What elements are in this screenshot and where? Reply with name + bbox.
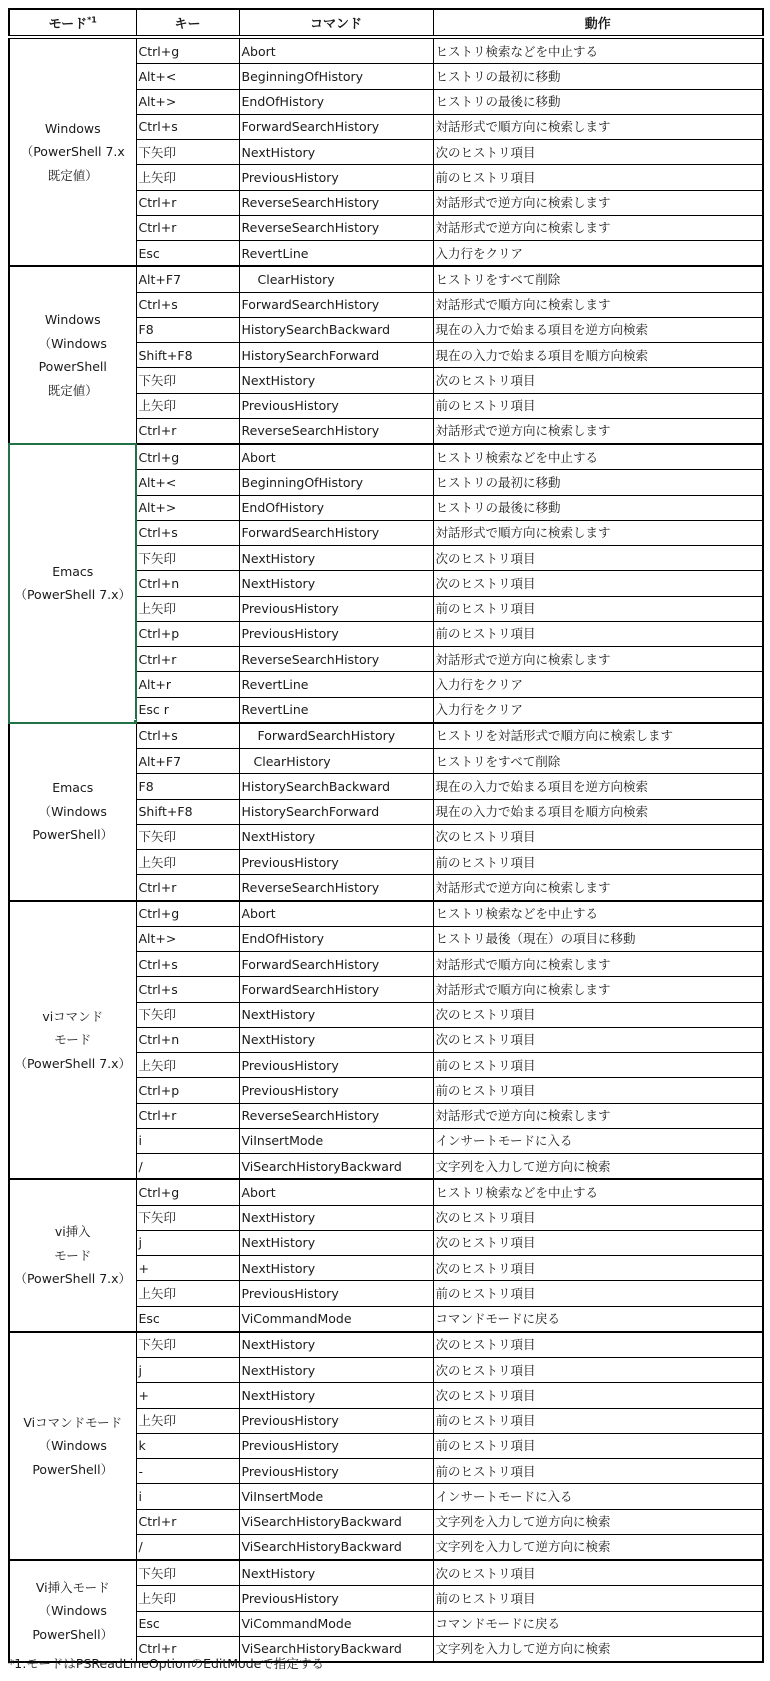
mode-cell[interactable] — [9, 901, 136, 1180]
key-cell[interactable]: Ctrl+s — [136, 520, 239, 545]
mode-cell[interactable] — [9, 266, 136, 444]
command-cell[interactable]: NextHistory — [239, 1256, 433, 1281]
action-cell[interactable]: 前のヒストリ項目 — [433, 1078, 763, 1103]
mode-cell-line: 既定値） — [47, 167, 98, 183]
key-cell[interactable]: 下矢印 — [136, 1560, 239, 1586]
action-cell[interactable]: ヒストリ検索などを中止する — [433, 444, 763, 470]
key-cell[interactable]: j — [136, 1358, 239, 1383]
action-cell[interactable]: 前のヒストリ項目 — [433, 1433, 763, 1458]
action-cell[interactable]: 対話形式で逆方向に検索します — [433, 875, 763, 901]
command-cell[interactable]: PreviousHistory — [239, 1281, 433, 1306]
command-cell[interactable]: NextHistory — [239, 368, 433, 393]
action-cell[interactable]: 現在の入力で始まる項目を順方向検索 — [433, 799, 763, 824]
action-cell[interactable]: ヒストリ検索などを中止する — [433, 1179, 763, 1205]
mode-cell-line: （Windows — [38, 803, 107, 819]
action-cell[interactable]: 次のヒストリ項目 — [433, 1560, 763, 1586]
action-cell[interactable]: 次のヒストリ項目 — [433, 1002, 763, 1027]
command-cell[interactable]: Abort — [239, 37, 433, 64]
action-cell[interactable]: 入力行をクリア — [433, 672, 763, 697]
table-row — [9, 1332, 763, 1358]
mode-cell-line: モード — [54, 1247, 92, 1263]
key-cell[interactable]: k — [136, 1433, 239, 1458]
command-cell[interactable]: NextHistory — [239, 1027, 433, 1052]
key-cell[interactable]: Ctrl+s — [136, 114, 239, 139]
action-cell[interactable]: 入力行をクリア — [433, 241, 763, 267]
key-cell[interactable]: 上矢印 — [136, 393, 239, 418]
action-cell[interactable]: 前のヒストリ項目 — [433, 393, 763, 418]
key-cell[interactable]: Ctrl+r — [136, 215, 239, 240]
key-cell[interactable]: Alt+F7 — [136, 749, 239, 774]
action-cell[interactable]: 対話形式で逆方向に検索します — [433, 1103, 763, 1128]
key-cell[interactable]: 下矢印 — [136, 546, 239, 571]
table-row — [9, 37, 763, 64]
key-cell[interactable]: Ctrl+r — [136, 1103, 239, 1128]
key-cell[interactable]: Ctrl+s — [136, 292, 239, 317]
key-cell[interactable]: Ctrl+r — [136, 190, 239, 215]
header-mode-footnote-marker: *1 — [87, 15, 97, 25]
action-cell[interactable]: 次のヒストリ項目 — [433, 1383, 763, 1408]
action-cell[interactable]: 現在の入力で始まる項目を逆方向検索 — [433, 774, 763, 799]
command-cell[interactable]: RevertLine — [239, 697, 433, 723]
spreadsheet-table-container — [8, 8, 762, 1663]
action-cell[interactable]: 対話形式で逆方向に検索します — [433, 190, 763, 215]
action-cell[interactable]: 文字列を入力して逆方向に検索 — [433, 1154, 763, 1180]
command-cell[interactable]: Abort — [239, 444, 433, 470]
action-cell[interactable]: 前のヒストリ項目 — [433, 1586, 763, 1611]
action-cell[interactable]: 文字列を入力して逆方向に検索 — [433, 1509, 763, 1534]
key-cell[interactable]: Ctrl+r — [136, 875, 239, 901]
command-cell[interactable]: PreviousHistory — [239, 1078, 433, 1103]
key-cell[interactable]: 上矢印 — [136, 850, 239, 875]
action-cell[interactable]: ヒストリを対話形式で順方向に検索します — [433, 723, 763, 749]
action-cell[interactable]: 次のヒストリ項目 — [433, 1230, 763, 1255]
key-cell[interactable]: 下矢印 — [136, 368, 239, 393]
command-cell[interactable]: ForwardSearchHistory — [239, 977, 433, 1002]
header-mode[interactable] — [9, 9, 136, 37]
action-cell[interactable]: 前のヒストリ項目 — [433, 1459, 763, 1484]
table-row — [9, 1560, 763, 1586]
key-cell[interactable]: Shift+F8 — [136, 343, 239, 368]
mode-cell[interactable] — [9, 444, 136, 723]
key-cell[interactable]: i — [136, 1484, 239, 1509]
key-cell[interactable]: 下矢印 — [136, 1205, 239, 1230]
key-cell[interactable]: Esc — [136, 1611, 239, 1636]
command-cell[interactable]: NextHistory — [239, 571, 433, 596]
command-cell[interactable]: PreviousHistory — [239, 165, 433, 190]
key-cell[interactable]: F8 — [136, 317, 239, 342]
action-cell[interactable]: ヒストリ検索などを中止する — [433, 901, 763, 927]
action-cell[interactable]: 対話形式で逆方向に検索します — [433, 418, 763, 444]
command-cell[interactable]: BeginningOfHistory — [239, 64, 433, 89]
mode-cell[interactable] — [9, 723, 136, 901]
action-cell[interactable]: 前のヒストリ項目 — [433, 165, 763, 190]
table-row — [9, 1179, 763, 1205]
action-cell[interactable]: 次のヒストリ項目 — [433, 1256, 763, 1281]
action-cell[interactable]: コマンドモードに戻る — [433, 1306, 763, 1332]
command-cell[interactable]: ForwardSearchHistory — [239, 723, 433, 749]
command-cell[interactable]: ViSearchHistoryBackward — [239, 1509, 433, 1534]
mode-cell-line: Windows — [44, 312, 101, 328]
mode-cell[interactable] — [9, 1560, 136, 1662]
command-cell[interactable]: PreviousHistory — [239, 850, 433, 875]
key-cell[interactable]: Ctrl+r — [136, 647, 239, 672]
mode-cell[interactable] — [9, 1332, 136, 1560]
command-cell[interactable]: ForwardSearchHistory — [239, 292, 433, 317]
action-cell[interactable]: 次のヒストリ項目 — [433, 140, 763, 165]
mode-cell-line: モード — [54, 1032, 92, 1048]
table-row — [9, 901, 763, 927]
action-cell[interactable]: 次のヒストリ項目 — [433, 571, 763, 596]
key-cell[interactable]: Ctrl+g — [136, 901, 239, 927]
key-cell[interactable]: + — [136, 1383, 239, 1408]
action-cell[interactable]: 次のヒストリ項目 — [433, 368, 763, 393]
key-cell[interactable]: Ctrl+g — [136, 1179, 239, 1205]
key-cell[interactable]: Ctrl+s — [136, 977, 239, 1002]
mode-cell-line: （PowerShell 7.x） — [14, 1055, 132, 1071]
command-cell[interactable]: ForwardSearchHistory — [239, 520, 433, 545]
action-cell[interactable]: 次のヒストリ項目 — [433, 1332, 763, 1358]
command-cell[interactable]: ViCommandMode — [239, 1306, 433, 1332]
history-keybinding-table — [8, 8, 764, 1663]
action-cell[interactable]: 前のヒストリ項目 — [433, 1281, 763, 1306]
mode-cell-line: （PowerShell 7.x） — [14, 1271, 132, 1287]
command-cell[interactable]: ForwardSearchHistory — [239, 114, 433, 139]
command-cell[interactable]: ReverseSearchHistory — [239, 1103, 433, 1128]
action-cell[interactable]: ヒストリをすべて削除 — [433, 749, 763, 774]
action-cell[interactable]: 対話形式で順方向に検索します — [433, 520, 763, 545]
action-cell[interactable]: 対話形式で逆方向に検索します — [433, 215, 763, 240]
action-cell[interactable]: 前のヒストリ項目 — [433, 850, 763, 875]
action-cell[interactable]: 対話形式で順方向に検索します — [433, 292, 763, 317]
command-cell[interactable]: NextHistory — [239, 1332, 433, 1358]
command-cell[interactable]: ViSearchHistoryBackward — [239, 1534, 433, 1560]
command-cell[interactable]: Abort — [239, 901, 433, 927]
key-cell[interactable]: Alt+> — [136, 495, 239, 520]
command-cell[interactable]: RevertLine — [239, 241, 433, 267]
action-cell[interactable]: 文字列を入力して逆方向に検索 — [433, 1534, 763, 1560]
command-cell[interactable]: RevertLine — [239, 672, 433, 697]
mode-cell-line: PowerShell — [38, 359, 107, 375]
key-cell[interactable]: 下矢印 — [136, 1002, 239, 1027]
command-cell[interactable]: EndOfHistory — [239, 926, 433, 951]
command-cell[interactable]: NextHistory — [239, 1560, 433, 1586]
command-cell[interactable]: NextHistory — [239, 1205, 433, 1230]
header-row — [9, 9, 763, 37]
command-cell[interactable]: PreviousHistory — [239, 1459, 433, 1484]
mode-cell-line: viコマンド — [42, 1008, 104, 1024]
header-command[interactable]: コマンド — [239, 9, 433, 37]
mode-cell-line: Emacs — [52, 780, 94, 796]
key-cell[interactable]: Ctrl+r — [136, 418, 239, 444]
mode-cell-line: （Windows — [38, 335, 107, 351]
mode-cell-line: （Windows — [38, 1603, 107, 1619]
key-cell[interactable]: 上矢印 — [136, 1408, 239, 1433]
mode-cell-line: Emacs — [52, 563, 94, 579]
mode-cell-line: （PowerShell 7.x） — [14, 587, 132, 603]
command-cell[interactable]: ClearHistory — [239, 749, 433, 774]
key-cell[interactable]: 上矢印 — [136, 1053, 239, 1078]
table-row — [9, 444, 763, 470]
action-cell[interactable]: 文字列を入力して逆方向に検索 — [433, 1636, 763, 1662]
action-cell[interactable]: 次のヒストリ項目 — [433, 1205, 763, 1230]
mode-cell-line: PowerShell） — [32, 1626, 114, 1642]
command-cell[interactable]: HistorySearchForward — [239, 799, 433, 824]
command-cell[interactable]: NextHistory — [239, 1002, 433, 1027]
action-cell[interactable]: コマンドモードに戻る — [433, 1611, 763, 1636]
command-cell[interactable]: PreviousHistory — [239, 1433, 433, 1458]
key-cell[interactable]: Esc — [136, 1306, 239, 1332]
command-cell[interactable]: ViSearchHistoryBackward — [239, 1636, 433, 1662]
command-cell[interactable]: ClearHistory — [239, 266, 433, 292]
command-cell[interactable]: ReverseSearchHistory — [239, 418, 433, 444]
command-cell[interactable]: PreviousHistory — [239, 621, 433, 646]
key-cell[interactable]: Alt+> — [136, 926, 239, 951]
key-cell[interactable]: Alt+r — [136, 672, 239, 697]
key-cell[interactable]: / — [136, 1154, 239, 1180]
key-cell[interactable]: i — [136, 1128, 239, 1153]
key-cell[interactable]: 上矢印 — [136, 1586, 239, 1611]
mode-cell-line: 既定値） — [47, 382, 98, 398]
action-cell[interactable]: インサートモードに入る — [433, 1128, 763, 1153]
command-cell[interactable]: ViInsertMode — [239, 1128, 433, 1153]
key-cell[interactable]: 上矢印 — [136, 1281, 239, 1306]
command-cell[interactable]: ForwardSearchHistory — [239, 952, 433, 977]
command-cell[interactable]: ViSearchHistoryBackward — [239, 1154, 433, 1180]
action-cell[interactable]: インサートモードに入る — [433, 1484, 763, 1509]
action-cell[interactable]: 前のヒストリ項目 — [433, 1053, 763, 1078]
header-action[interactable]: 動作 — [433, 9, 763, 37]
command-cell[interactable]: PreviousHistory — [239, 596, 433, 621]
key-cell[interactable]: Ctrl+p — [136, 621, 239, 646]
mode-cell-line: Viコマンドモード — [23, 1414, 123, 1430]
action-cell[interactable]: 次のヒストリ項目 — [433, 1358, 763, 1383]
command-cell[interactable]: NextHistory — [239, 546, 433, 571]
table-body — [9, 37, 763, 1662]
action-cell[interactable]: 次のヒストリ項目 — [433, 824, 763, 849]
header-key[interactable]: キー — [136, 9, 239, 37]
command-cell[interactable]: HistorySearchBackward — [239, 317, 433, 342]
mode-cell-line: （PowerShell 7.x — [20, 144, 125, 160]
key-cell[interactable]: Ctrl+n — [136, 1027, 239, 1052]
key-cell[interactable]: Alt+< — [136, 470, 239, 495]
mode-cell-line: PowerShell） — [32, 827, 114, 843]
command-cell[interactable]: Abort — [239, 1179, 433, 1205]
header-mode-label: モード — [48, 17, 88, 32]
key-cell[interactable]: j — [136, 1230, 239, 1255]
key-cell[interactable]: Shift+F8 — [136, 799, 239, 824]
command-cell[interactable]: NextHistory — [239, 824, 433, 849]
mode-cell[interactable] — [9, 37, 136, 266]
action-cell[interactable]: ヒストリの最後に移動 — [433, 89, 763, 114]
mode-cell-line: Vi挿入モード — [35, 1579, 110, 1595]
action-cell[interactable]: 対話形式で逆方向に検索します — [433, 647, 763, 672]
key-cell[interactable]: 上矢印 — [136, 165, 239, 190]
action-cell[interactable]: 対話形式で順方向に検索します — [433, 977, 763, 1002]
command-cell[interactable]: PreviousHistory — [239, 1053, 433, 1078]
footnote: *1:モードはPSReadLineOptionのEditModeで指定する — [8, 1656, 324, 1671]
action-cell[interactable]: ヒストリの最初に移動 — [433, 64, 763, 89]
table-row — [9, 723, 763, 749]
command-cell[interactable]: ReverseSearchHistory — [239, 875, 433, 901]
action-cell[interactable]: 入力行をクリア — [433, 697, 763, 723]
key-cell[interactable]: F8 — [136, 774, 239, 799]
action-cell[interactable]: 対話形式で順方向に検索します — [433, 114, 763, 139]
command-cell[interactable]: PreviousHistory — [239, 1586, 433, 1611]
key-cell[interactable]: Ctrl+g — [136, 37, 239, 64]
key-cell[interactable]: Esc r — [136, 697, 239, 723]
command-cell[interactable]: EndOfHistory — [239, 89, 433, 114]
action-cell[interactable]: 前のヒストリ項目 — [433, 1408, 763, 1433]
table-row — [9, 266, 763, 292]
key-cell[interactable]: Esc — [136, 241, 239, 267]
mode-cell-line: vi挿入 — [54, 1224, 91, 1240]
key-cell[interactable]: Ctrl+g — [136, 444, 239, 470]
key-cell[interactable]: Ctrl+n — [136, 571, 239, 596]
command-cell[interactable]: NextHistory — [239, 140, 433, 165]
key-cell[interactable]: Alt+F7 — [136, 266, 239, 292]
command-cell[interactable]: NextHistory — [239, 1358, 433, 1383]
key-cell[interactable]: - — [136, 1459, 239, 1484]
key-cell[interactable]: 上矢印 — [136, 596, 239, 621]
action-cell[interactable]: 前のヒストリ項目 — [433, 596, 763, 621]
action-cell[interactable]: 現在の入力で始まる項目を逆方向検索 — [433, 317, 763, 342]
action-cell[interactable]: ヒストリ最後（現在）の項目に移動 — [433, 926, 763, 951]
key-cell[interactable]: + — [136, 1256, 239, 1281]
fill-handle-icon[interactable] — [133, 719, 137, 723]
command-cell[interactable]: ViCommandMode — [239, 1611, 433, 1636]
key-cell[interactable]: Ctrl+s — [136, 723, 239, 749]
command-cell[interactable]: BeginningOfHistory — [239, 470, 433, 495]
key-cell[interactable]: Ctrl+r — [136, 1509, 239, 1534]
command-cell[interactable]: ReverseSearchHistory — [239, 190, 433, 215]
command-cell[interactable]: ReverseSearchHistory — [239, 215, 433, 240]
key-cell[interactable]: 下矢印 — [136, 824, 239, 849]
mode-cell-line: （Windows — [38, 1438, 107, 1454]
action-cell[interactable]: ヒストリをすべて削除 — [433, 266, 763, 292]
command-cell[interactable]: NextHistory — [239, 1383, 433, 1408]
key-cell[interactable]: Ctrl+p — [136, 1078, 239, 1103]
command-cell[interactable]: PreviousHistory — [239, 393, 433, 418]
key-cell[interactable]: Ctrl+s — [136, 952, 239, 977]
action-cell[interactable]: ヒストリ検索などを中止する — [433, 37, 763, 64]
mode-cell-line: Windows — [44, 120, 101, 136]
mode-cell[interactable] — [9, 1179, 136, 1332]
command-cell[interactable]: ReverseSearchHistory — [239, 647, 433, 672]
action-cell[interactable]: 次のヒストリ項目 — [433, 1027, 763, 1052]
key-cell[interactable]: / — [136, 1534, 239, 1560]
key-cell[interactable]: 下矢印 — [136, 140, 239, 165]
key-cell[interactable]: Ctrl+r — [136, 1636, 239, 1662]
action-cell[interactable]: ヒストリの最初に移動 — [433, 470, 763, 495]
action-cell[interactable]: 前のヒストリ項目 — [433, 621, 763, 646]
command-cell[interactable]: PreviousHistory — [239, 1408, 433, 1433]
key-cell[interactable]: Alt+> — [136, 89, 239, 114]
command-cell[interactable]: NextHistory — [239, 1230, 433, 1255]
mode-cell-line: PowerShell） — [32, 1461, 114, 1477]
key-cell[interactable]: 下矢印 — [136, 1332, 239, 1358]
action-cell[interactable]: 現在の入力で始まる項目を順方向検索 — [433, 343, 763, 368]
key-cell[interactable]: Alt+< — [136, 64, 239, 89]
command-cell[interactable]: EndOfHistory — [239, 495, 433, 520]
action-cell[interactable]: 対話形式で順方向に検索します — [433, 952, 763, 977]
command-cell[interactable]: ViInsertMode — [239, 1484, 433, 1509]
action-cell[interactable]: ヒストリの最後に移動 — [433, 495, 763, 520]
action-cell[interactable]: 次のヒストリ項目 — [433, 546, 763, 571]
command-cell[interactable]: HistorySearchBackward — [239, 774, 433, 799]
command-cell[interactable]: HistorySearchForward — [239, 343, 433, 368]
